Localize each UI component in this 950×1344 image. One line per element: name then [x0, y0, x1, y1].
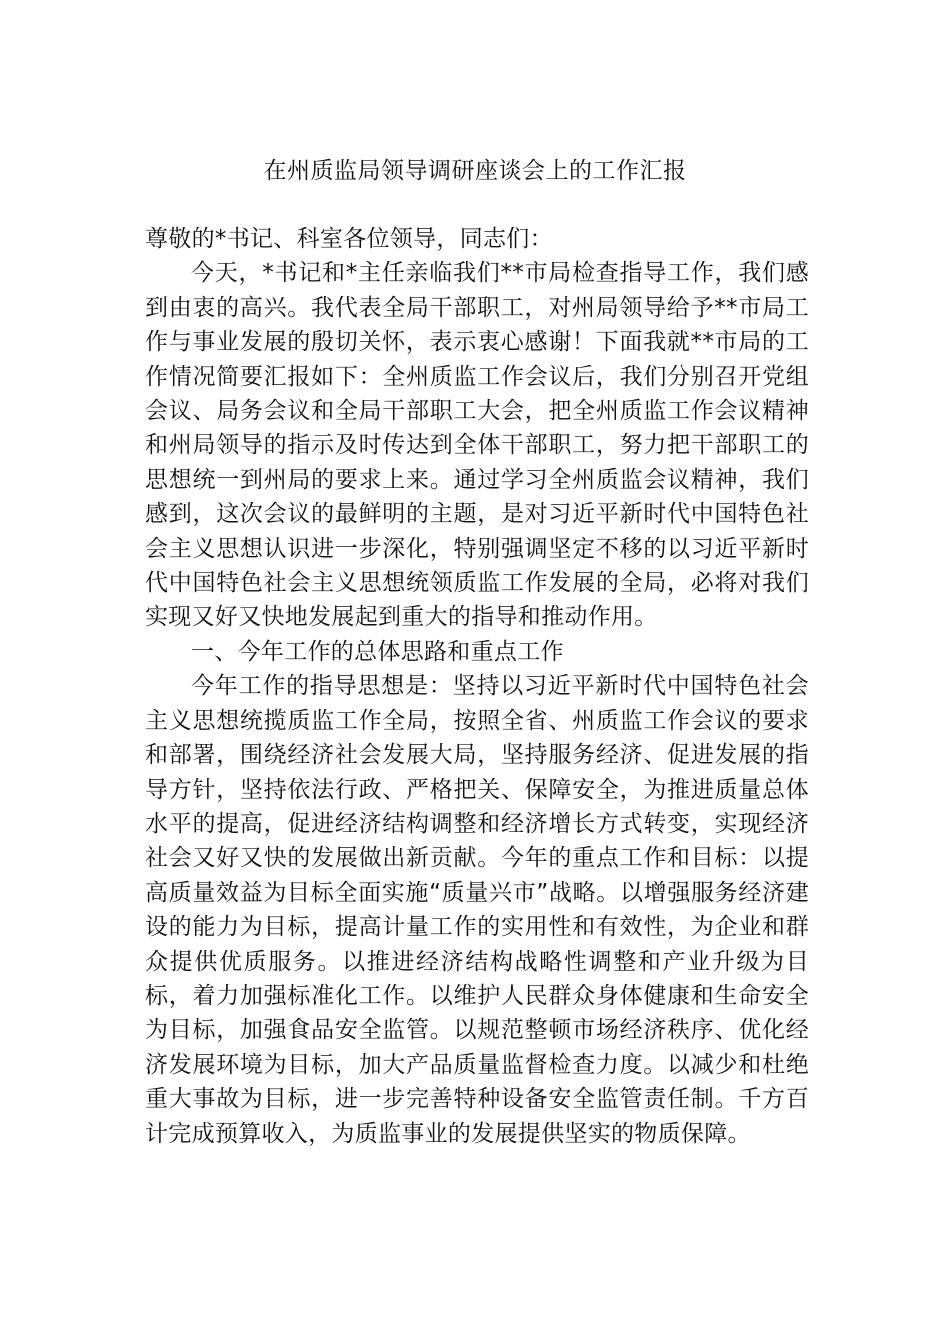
section-heading: 一、今年工作的总体思路和重点工作 — [191, 638, 564, 665]
document-body — [145, 222, 809, 1151]
paragraph-guiding-thought: 今年工作的指导思想是：坚持以习近平新时代中国特色社会主义思想统揽质监工作全局，按照全省、州质监工作会议的要求和部署，围绕经济社会发展大局，坚持服务经济、促进发展的指导方针，坚持依法行政、严格把关、保障安全，为推进质量总体水平的提高，促进经济结构调整和经济增长方式转变，实现经济社会又好又快的发展做出新贡献。今年的重点工作和目标：以提高质量效益为目标全面实施“质量兴市”战略。以增强服务经济建设的能力为目标，提高计量工作的实用性和有效性，为企业和群众提供优质服务。以推进经济结构战略性调整和产业升级为目标，着力加强标准化工作。以维护人民群众身体健康和生命安全为目标，加强食品安全监管。以规范整顿市场经济秩序、优化经济发展环境为目标，加大产品质量监督检查力度。以减少和杜绝重大事故为目标，进一步完善特种设备安全监管责任制。千方百计完成预算收入，为质监事业的发展提供坚实的物质保障。 — [145, 673, 809, 1147]
paragraph-intro: 今天，*书记和*主任亲临我们**市局检查指导工作，我们感到由衷的高兴。我代表全局干部职工，对州局领导给予**市局工作与事业发展的殷切关怀，表示衷心感谢！下面我就**市局的工作情况简要汇报如下：全州质监工作会议后，我们分别召开党组会议、局务会议和全局干部职工大会，把全州质监工作会议精神和州局领导的指示及时传达到全体干部职工，努力把干部职工的思想统一到州局的要求上来。通过学习全州质监会议精神，我们感到，这次会议的最鲜明的主题，是对习近平新时代中国特色社会主义思想认识进一步深化，特别强调坚定不移的以习近平新时代中国特色社会主义思想统领质监工作发展的全局，必将对我们实现又好又快地发展起到重大的指导和推动作用。 — [145, 260, 809, 631]
document-title: 在州质监局领导调研座谈会上的工作汇报 — [263, 158, 687, 184]
salutation: 尊敬的*书记、科室各位领导，同志们： — [145, 226, 553, 252]
